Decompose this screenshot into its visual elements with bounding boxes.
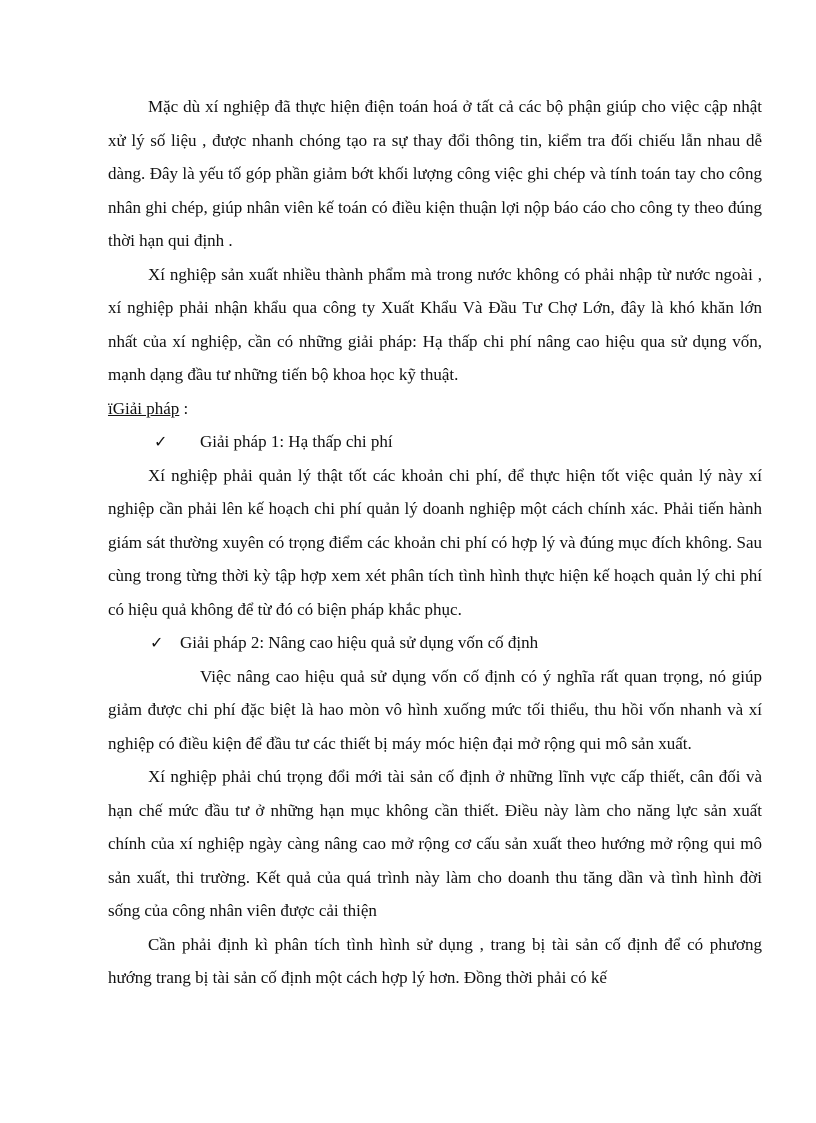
solutions-heading-suffix: : [179,398,189,418]
document-page [108,90,762,995]
paragraph-intro: Mặc dù xí nghiệp đã thực hiện điện toán hoá ở tất cả các bộ phận giúp cho việc cập nhật xử lý số liệu , được nhanh chóng tạo ra sự thay đổi thông tin, kiểm tra đối chiếu lẫn nhau dễ dàng. Đây là yếu tố góp phần giảm bớt khối lượng công việc ghi chép và tính toán tay cho công nhân ghi chép, giúp nhân viên kế toán có điều kiện thuận lợi nộp báo cáo cho công ty theo đúng thời hạn qui định . [108,97,762,250]
bullet-solution-2 [108,626,762,660]
paragraph-asset-renewal: Xí nghiệp phải chú trọng đổi mới tài sản cố định ở những lĩnh vực cấp thiết, cân đối và hạn chế mức đầu tư ở những hạn mục không cần thiết. Điều này làm cho năng lực sản xuất chính của xí nghiệp ngày càng nâng cao mở rộng cơ cấu sản xuất theo hướng mở rộng qui mô sản xuất, thi trường. Kết quả của quá trình này làm cho doanh thu tăng dần và tình hình đời sống của công nhân viên được cải thiện [108,767,762,920]
solutions-heading-label: ïGiải pháp [108,398,180,418]
bullet-solution-2-label: Giải pháp 2: Nâng cao hiệu quả sử dụng vốn cố định [180,633,539,652]
bullet-solution-1-label: Giải pháp 1: Hạ thấp chi phí [200,432,393,451]
paragraph-fixed-capital: Việc nâng cao hiệu quả sử dụng vốn cố định có ý nghĩa rất quan trọng, nó giúp giảm được chi phí đặc biệt là hao mòn vô hình xuống mức tối thiểu, thu hồi vốn nhanh và xí nghiệp có điều kiện để đầu tư các thiết bị máy móc hiện đại mở rộng qui mô sản xuất. [108,666,762,753]
paragraph-import-difficulty: Xí nghiệp sản xuất nhiều thành phẩm mà trong nước không có phải nhập từ nước ngoài , xí nghiệp phải nhận khẩu qua công ty Xuất Khẩu Và Đầu Tư Chợ Lớn, đây là khó khăn lớn nhất của xí nghiệp, cần có những giải pháp: Hạ thấp chi phí nâng cao hiệu qua sử dụng vốn, mạnh dạng đầu tư những tiến bộ khoa học kỹ thuật. [108,264,762,384]
checkmark-icon: ✓ [154,432,168,451]
solutions-heading [108,392,762,426]
bullet-solution-1 [108,425,762,459]
paragraph-periodic-analysis: Cần phải định kì phân tích tình hình sử dụng , trang bị tài sản cố định để có phương hướng trang bị tài sản cố định một cách hợp lý hơn. Đồng thời phải có kế [108,934,762,987]
checkmark-icon: ✓ [150,633,164,652]
paragraph-cost-management: Xí nghiệp phải quản lý thật tốt các khoản chi phí, để thực hiện tốt việc quản lý này xí nghiệp cần phải lên kế hoạch chi phí quản lý doanh nghiệp một cách chính xác. Phải tiến hành giám sát thường xuyên có trọng điểm các khoản chi phí có hợp lý và đúng mục đích không. Sau cùng trong từng thời kỳ tập hợp xem xét phân tích tình hình thực hiện kế hoạch quản lý chi phí có hiệu quả không để từ đó có biện pháp khắc phục. [108,465,762,619]
